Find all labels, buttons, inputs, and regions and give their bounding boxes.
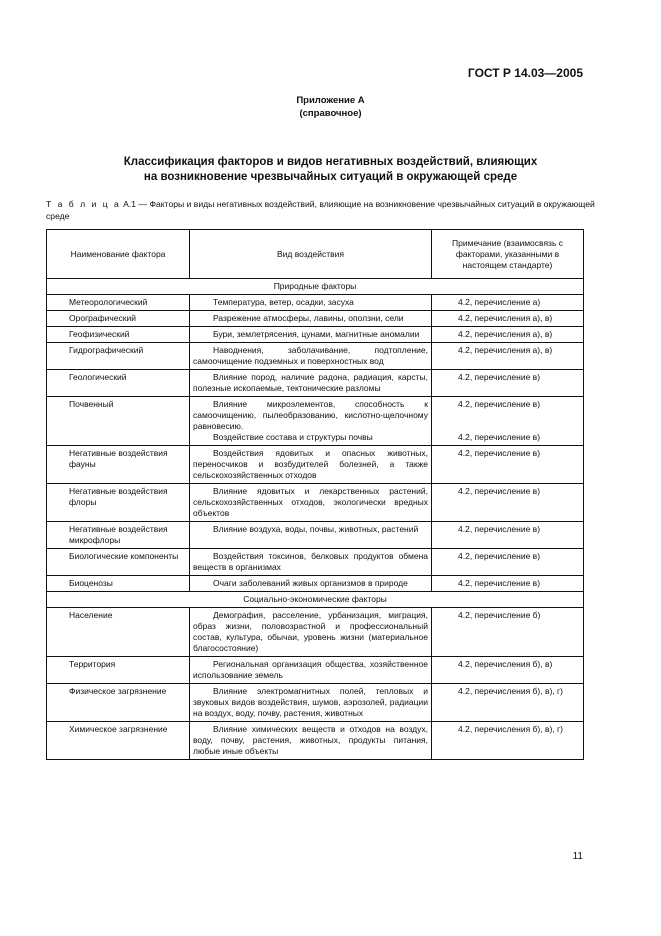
factor-cell: Территория [47, 657, 190, 684]
factor-cell: Почвенный [47, 397, 190, 446]
effect-cell [190, 311, 432, 327]
table-row [47, 446, 584, 484]
section-row [47, 279, 584, 295]
effect-cell [190, 684, 432, 722]
note-cell [432, 576, 584, 592]
section-socio-economic: Социально-экономические факторы [47, 592, 584, 608]
effect-cell [190, 576, 432, 592]
factor-cell: Гидрографический [47, 343, 190, 370]
appendix-heading [0, 94, 661, 120]
effect-cell [190, 549, 432, 576]
note-text: 4.2, перечисление б) [458, 610, 541, 620]
effect-text: Влияние микроэлементов, способность к самоочищению, пылеобразованию, кислотно-щелочному равновесию. [193, 399, 428, 431]
table-row [47, 657, 584, 684]
header-factor: Наименование фактора [47, 230, 190, 279]
table-header-row [47, 230, 584, 279]
note-text: 4.2, перечисление в) [458, 448, 541, 458]
effect-cell [190, 522, 432, 549]
table-row [47, 484, 584, 522]
page-number: 11 [572, 851, 583, 862]
effect-text: Воздействие состава и структуры почвы [213, 432, 373, 442]
table-row [47, 295, 584, 311]
note-cell [432, 327, 584, 343]
effect-text: Влияние пород, наличие радона, радиация, карсты, полезные ископаемые, тектонические разломы [193, 372, 428, 393]
table-row [47, 327, 584, 343]
header-note: Примечание (взаимосвязь с факторами, указанными в настоящем стандарте) [432, 230, 584, 279]
effect-text: Демография, расселение, урбанизация, миграция, образ жизни, половозрастной и профессиональный состав, культура, обычаи, уровень жизни (материальное благосостояние) [193, 610, 428, 653]
table-caption [46, 198, 606, 222]
factor-cell: Население [47, 608, 190, 657]
effect-cell [190, 657, 432, 684]
factors-table [46, 229, 584, 760]
factor-cell: Негативные воздействия микрофлоры [47, 522, 190, 549]
note-text: 4.2, перечисления а), в) [458, 329, 553, 339]
note-text: 4.2, перечисления а), в) [458, 313, 553, 323]
note-text: 4.2, перечисление в) [458, 432, 541, 442]
note-text: 4.2, перечисления б), в) [458, 659, 553, 669]
note-cell [432, 657, 584, 684]
note-cell [432, 522, 584, 549]
table-row [47, 343, 584, 370]
note-text: 4.2, перечисление в) [458, 578, 541, 588]
factor-cell: Биологические компоненты [47, 549, 190, 576]
note-text: 4.2, перечисление а) [458, 297, 541, 307]
note-text: 4.2, перечисление в) [458, 551, 541, 561]
effect-text: Очаги заболеваний живых организмов в природе [213, 578, 408, 588]
note-cell [432, 370, 584, 397]
effect-text: Региональная организация общества, хозяйственное использование земель [193, 659, 428, 680]
effect-text: Влияние химических веществ и отходов на воздух, воду, почву, растения, животных, продукты питания, любые иные объекты [193, 724, 428, 756]
factor-cell: Орографический [47, 311, 190, 327]
note-cell [432, 722, 584, 760]
effect-text: Бури, землетрясения, цунами, магнитные аномалии [213, 329, 420, 339]
factor-cell: Химическое загрязнение [47, 722, 190, 760]
note-text: 4.2, перечисления б), в), г) [458, 686, 563, 696]
note-spacer [458, 410, 580, 432]
table-row [47, 370, 584, 397]
page-title-line: Классификация факторов и видов негативных воздействий, влияющих [123, 156, 538, 168]
effect-cell [190, 484, 432, 522]
effect-text: Разрежение атмосферы, лавины, оползни, сели [213, 313, 404, 323]
page-title [0, 155, 661, 185]
table-caption-text: А.1 — Факторы и виды негативных воздействий, влияющие на возникновение чрезвычайных ситуаций в окружающей среде [46, 199, 595, 221]
effect-cell [190, 295, 432, 311]
note-cell [432, 549, 584, 576]
header-effect: Вид воздействия [190, 230, 432, 279]
note-cell [432, 295, 584, 311]
table-row [47, 549, 584, 576]
table-row [47, 397, 584, 446]
table-row [47, 576, 584, 592]
factor-cell: Геологический [47, 370, 190, 397]
effect-text: Влияние воздуха, воды, почвы, животных, растений [213, 524, 419, 534]
note-text: 4.2, перечисление в) [458, 372, 541, 382]
document-code: ГОСТ Р 14.03—2005 [467, 66, 583, 80]
note-text: 4.2, перечисления б), в), г) [458, 724, 563, 734]
effect-text: Воздействия ядовитых и опасных животных, переносчиков и возбудителей болезней, а также сельскохозяйственных отходов [193, 448, 428, 480]
factor-cell: Негативные воздействия флоры [47, 484, 190, 522]
section-natural: Природные факторы [47, 279, 584, 295]
note-text: 4.2, перечисление в) [458, 399, 541, 409]
effect-text: Влияние ядовитых и лекарственных растений, сельскохозяйственных отходов, экологически вредных объектов [193, 486, 428, 518]
effect-cell [190, 446, 432, 484]
appendix-title: Приложение А [296, 95, 365, 106]
factor-cell: Геофизический [47, 327, 190, 343]
note-text: 4.2, перечисление в) [458, 524, 541, 534]
note-cell [432, 311, 584, 327]
note-cell [432, 608, 584, 657]
table-row [47, 608, 584, 657]
note-cell [432, 684, 584, 722]
effect-cell [190, 722, 432, 760]
factor-cell: Биоценозы [47, 576, 190, 592]
note-cell [432, 484, 584, 522]
table-caption-label: Т а б л и ц а [46, 199, 121, 209]
note-cell [432, 446, 584, 484]
effect-cell [190, 608, 432, 657]
factor-cell: Негативные воздействия фауны [47, 446, 190, 484]
section-row [47, 592, 584, 608]
factor-cell: Метеорологический [47, 295, 190, 311]
effect-cell [190, 370, 432, 397]
effect-cell [190, 327, 432, 343]
note-text: 4.2, перечисление в) [458, 486, 541, 496]
factor-cell: Физическое загрязнение [47, 684, 190, 722]
effect-text: Наводнения, заболачивание, подтопление, самоочищение подземных и поверхностных вод [193, 345, 428, 366]
table-row [47, 311, 584, 327]
effect-text: Влияние электромагнитных полей, тепловых и звуковых видов воздействия, шумов, аэрозолей, радиации на воздух, воду, почву, растения, животных [193, 686, 428, 718]
page-title-line: на возникновение чрезвычайных ситуаций в окружающей среде [143, 171, 518, 183]
note-cell [432, 397, 584, 446]
appendix-subtitle: (справочное) [299, 108, 362, 119]
effect-cell [190, 397, 432, 446]
table-row [47, 722, 584, 760]
effect-text: Воздействия токсинов, белковых продуктов обмена веществ в организмах [193, 551, 428, 572]
note-text: 4.2, перечисления а), в) [458, 345, 553, 355]
effect-cell [190, 343, 432, 370]
effect-text: Температура, ветер, осадки, засуха [213, 297, 354, 307]
table-row [47, 684, 584, 722]
table-row [47, 522, 584, 549]
note-cell [432, 343, 584, 370]
